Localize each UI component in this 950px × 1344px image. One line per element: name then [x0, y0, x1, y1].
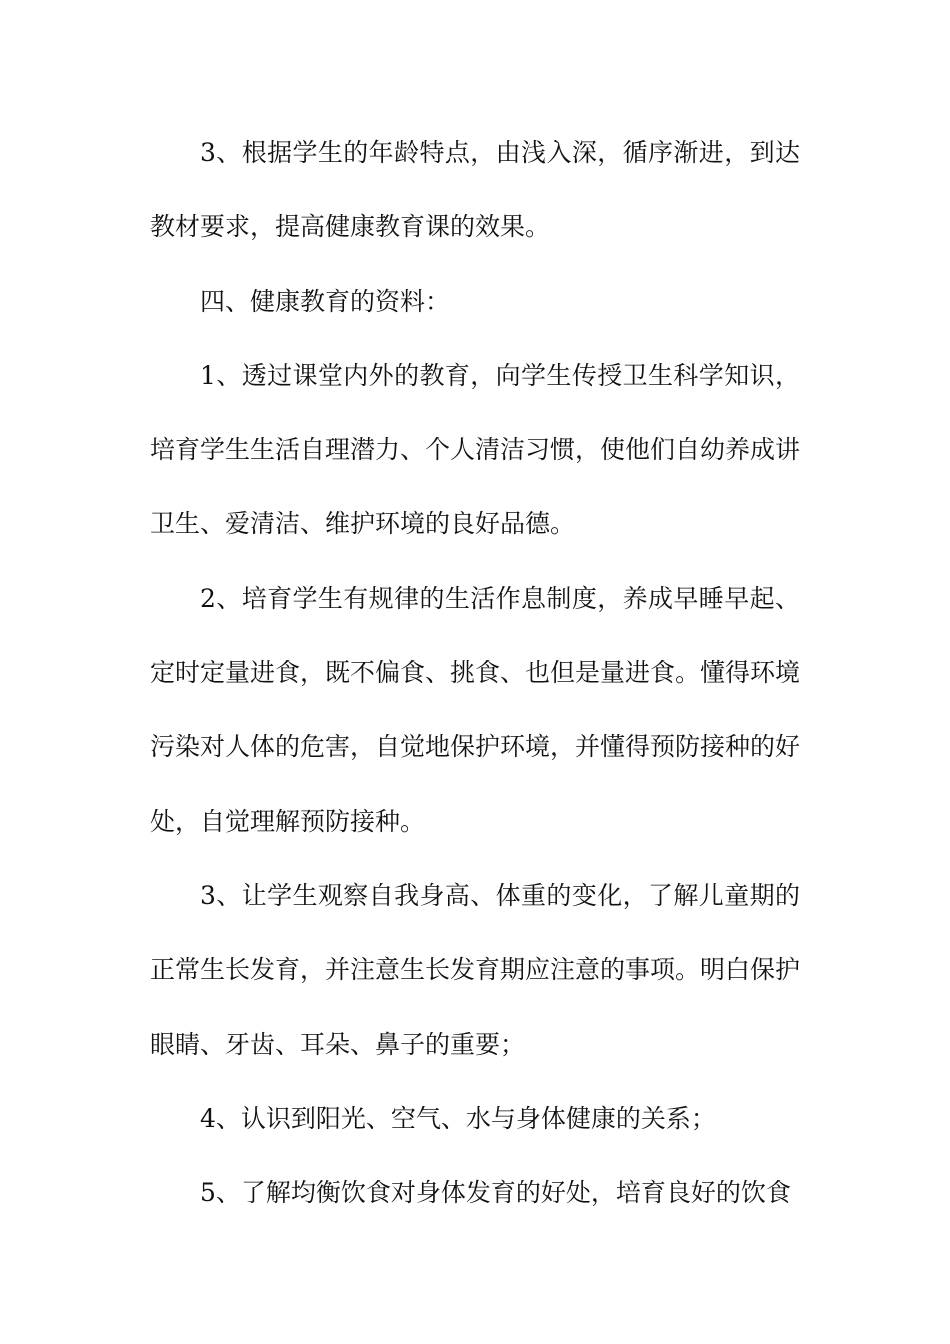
paragraph-content-2: 2、培育学生有规律的生活作息制度，养成早睡早起、定时定量进食，既不偏食、挑食、也但是量进食。懂得环境污染对人体的危害，自觉地保护环境，并懂得预防接种的好处，自觉理解预防接种。 [150, 583, 801, 836]
paragraph-teaching-principle-3: 3、根据学生的年龄特点，由浅入深，循序渐进，到达教材要求，提高健康教育课的效果。 [150, 138, 800, 242]
paragraph-content-4: 4、认识到阳光、空气、水与身体健康的关系； [200, 1103, 716, 1133]
section-heading-health-content: 四、健康教育的资料： [200, 286, 451, 316]
document-body [150, 116, 800, 1230]
paragraph-content-1: 1、透过课堂内外的教育，向学生传授卫生科学知识，培育学生生活自理潜力、个人清洁习惯，使他们自幼养成讲卫生、爱清洁、维护环境的良好品德。 [150, 360, 801, 539]
paragraph-content-5: 5、了解均衡饮食对身体发育的好处，培育良好的饮食 [200, 1178, 791, 1208]
paragraph-content-3: 3、让学生观察自我身高、体重的变化，了解儿童期的正常生长发育，并注意生长发育期应注意的事项。明白保护眼睛、牙齿、耳朵、鼻子的重要； [150, 880, 801, 1059]
